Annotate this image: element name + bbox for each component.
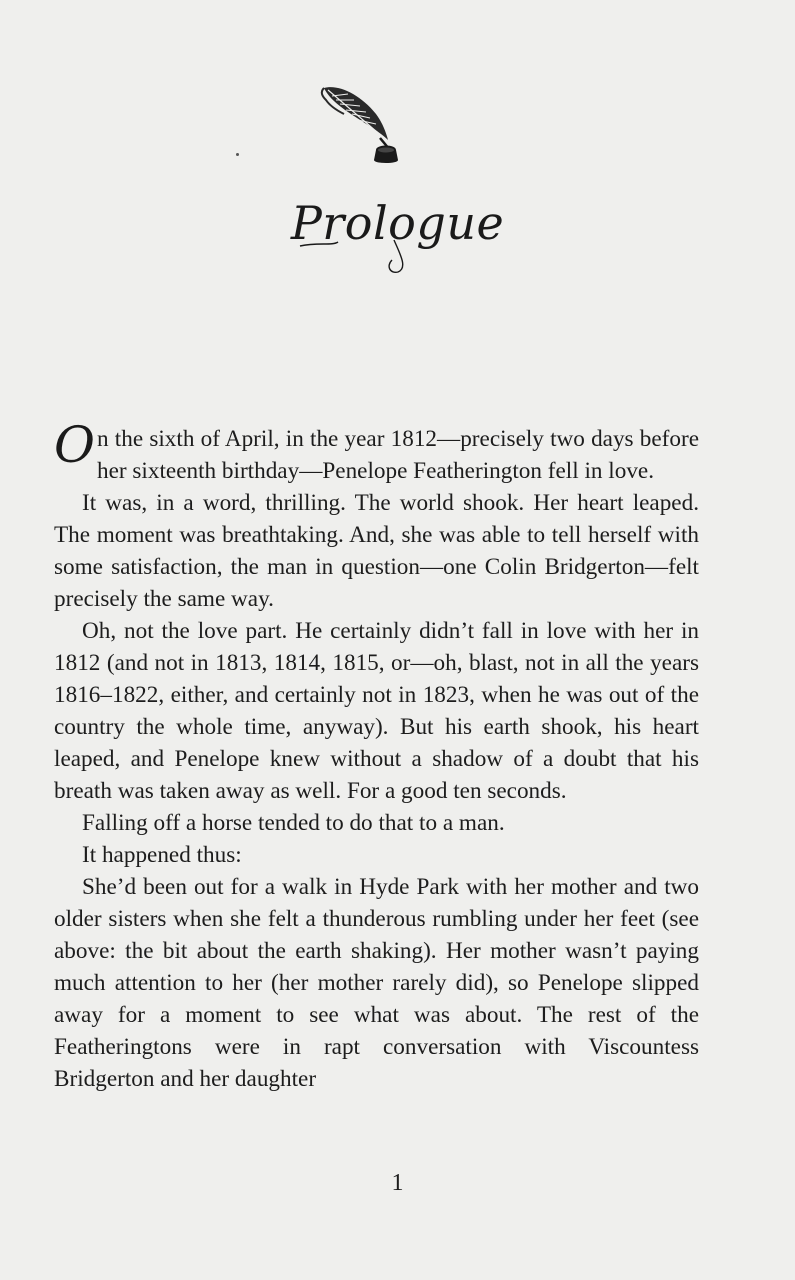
paragraph: Falling off a horse tended to do that to a man. [82, 810, 505, 836]
paragraph: Oh, not the love part. He certainly didn’t fall in love with her in 1812 (and not in 1813, 1814, 1815, or—oh, blast, not in all the years 1816–1822, either, and certainly not in 1823, when he was out of the country the whole time, anyway). But his earth shook, his heart leaped, and Penelope knew without a shadow of a doubt that his breath was taken away as well. For a good ten seconds. [54, 618, 699, 804]
chapter-title: Prologue [290, 196, 505, 250]
paragraph: It happened thus: [82, 842, 242, 868]
page-number: 1 [391, 1170, 404, 1196]
drop-cap: O [54, 416, 95, 474]
paragraph-text: n the sixth of April, in the year 1812—precisely two days before her sixteenth birthday—Penelope Featherington fell in love. [97, 426, 699, 484]
chapter-body [54, 416, 699, 1095]
paragraph [54, 416, 699, 487]
paragraph: It was, in a word, thrilling. The world shook. Her heart leaped. The moment was breathtaking. And, she was able to tell herself with some satisfaction, the man in question—one Colin Bridgerton—felt precisely the same way. [54, 490, 699, 612]
quill-and-inkwell-icon [318, 80, 404, 170]
paragraph: She’d been out for a walk in Hyde Park with her mother and two older sisters when she felt a thunderous rumbling under her feet (see above: the bit about the earth shaking). Her mother wasn’t paying much attention to her (her mother rarely did), so Penelope slipped away for a moment to see what was about. The rest of the Featheringtons were in rapt conversation with Viscountess Bridgerton and her daughter [54, 874, 699, 1092]
ink-speck [236, 153, 239, 156]
